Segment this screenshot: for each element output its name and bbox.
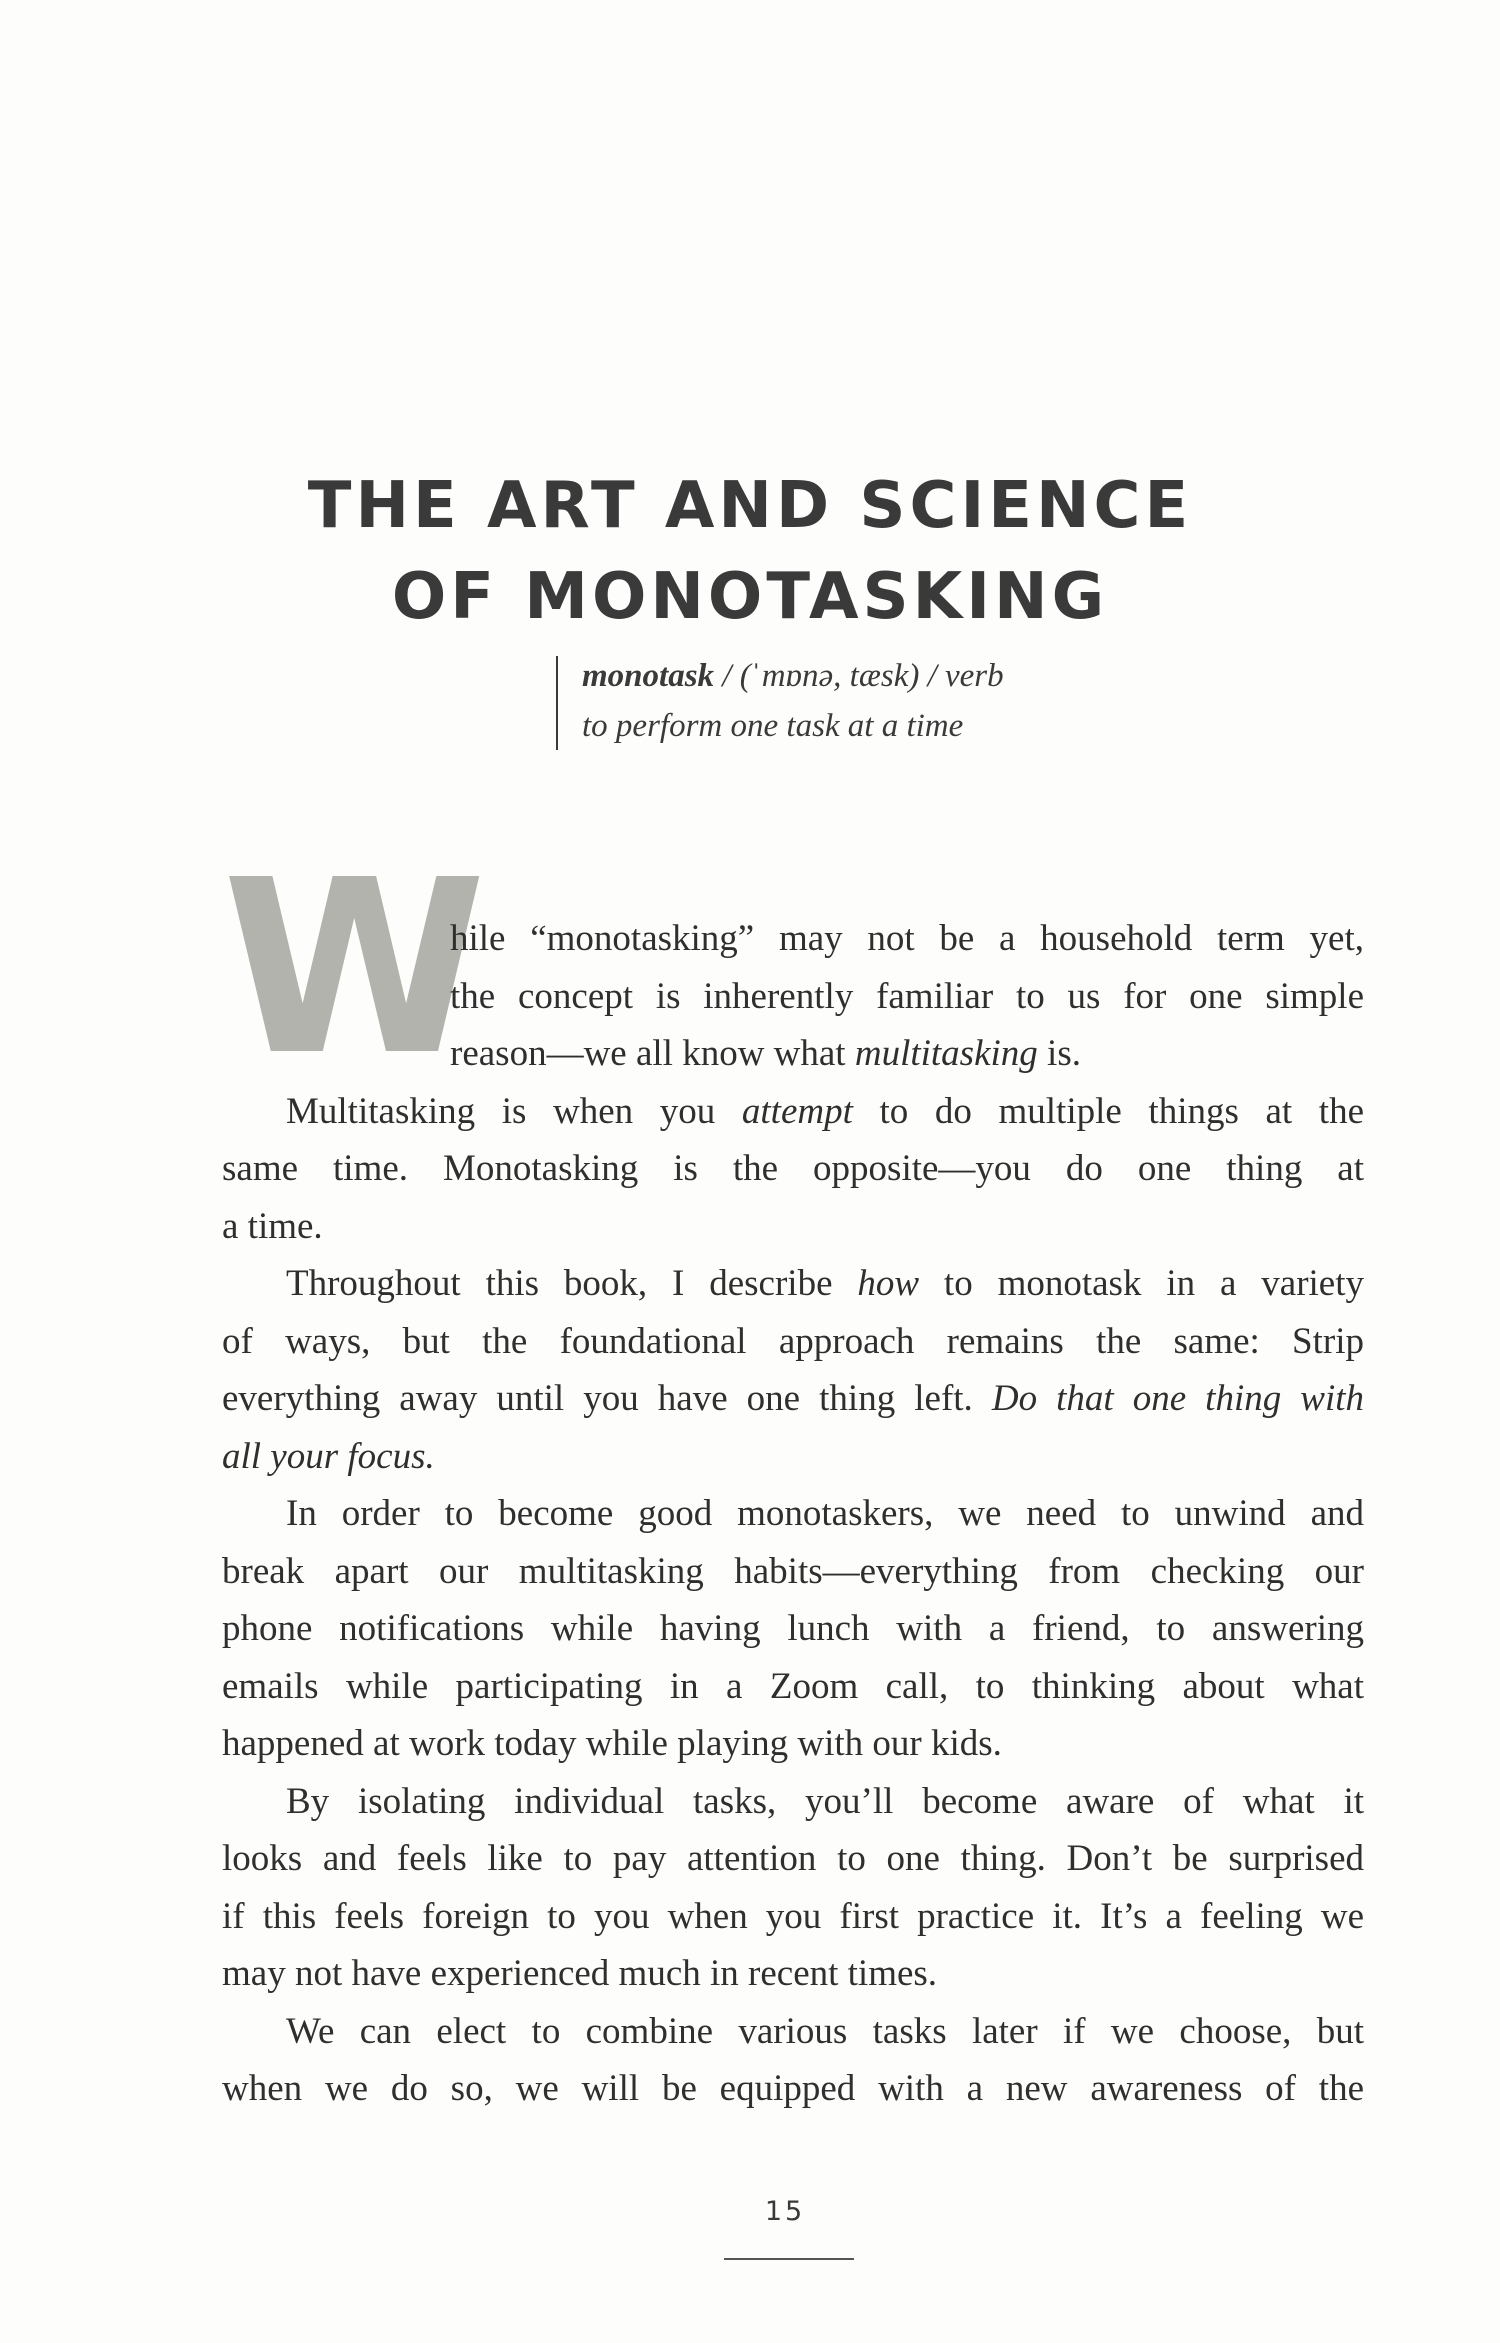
footer-rule — [724, 2258, 854, 2260]
paragraph-4-line: happened at work today while playing with our kids. — [222, 1723, 1002, 1764]
text-run: to do multiple things at the — [852, 1091, 1364, 1132]
text-run: Throughout this book, I describe — [286, 1263, 858, 1304]
emphasis-text: attempt — [741, 1091, 853, 1132]
paragraph-5-line: By isolating individual tasks, you’ll become aware of what it — [286, 1781, 1364, 1822]
paragraph-3-line: all your focus. — [222, 1436, 435, 1477]
chapter-title-line-2: OF MONOTASKING — [391, 559, 1109, 634]
emphasis-text: multitasking — [854, 1033, 1038, 1074]
definition-part-of-speech: verb — [945, 658, 1004, 694]
emphasis-text: how — [857, 1263, 920, 1304]
paragraph-3-line — [222, 1370, 1364, 1428]
drop-cap: W — [222, 828, 487, 1108]
paragraph-6-line: We can elect to combine various tasks later if we choose, but — [286, 2011, 1364, 2052]
paragraph-2-line — [222, 1083, 1364, 1141]
text-run: is. — [1037, 1033, 1081, 1074]
paragraph-5-line: looks and feels like to pay attention to one thing. Don’t be surprised — [222, 1838, 1364, 1879]
paragraph-3-line: of ways, but the foundational approach remains the same: Strip — [222, 1321, 1364, 1362]
page-number: 15 — [764, 2196, 806, 2227]
paragraph-1-line: hile “monotasking” may not be a household term yet, — [450, 918, 1364, 959]
paragraph-5-line: may not have experienced much in recent times. — [222, 1953, 938, 1994]
definition-word: monotask — [582, 658, 715, 694]
text-run: everything away until you have one thing left. — [222, 1378, 992, 1419]
definition-block — [556, 652, 1116, 750]
paragraph-3-line — [222, 1255, 1364, 1313]
paragraph-4-line: In order to become good monotaskers, we need to unwind and — [286, 1493, 1364, 1534]
paragraph-4-line: emails while participating in a Zoom call, to thinking about what — [222, 1666, 1364, 1707]
emphasis-text: Do that one thing with — [991, 1378, 1365, 1419]
chapter-title — [0, 461, 1500, 643]
chapter-title-line-1: THE ART AND SCIENCE — [307, 468, 1193, 543]
definition-separator: / — [919, 658, 946, 694]
paragraph-5-line: if this feels foreign to you when you first practice it. It’s a feeling we — [222, 1896, 1364, 1937]
paragraph-1-line: the concept is inherently familiar to us for one simple — [450, 976, 1364, 1017]
paragraph-4-line: break apart our multitasking habits—everything from checking our — [222, 1551, 1364, 1592]
paragraph-4-line: phone notifications while having lunch with a friend, to answering — [222, 1608, 1364, 1649]
text-run: Multitasking is when you — [286, 1091, 742, 1132]
definition-pronunciation: (ˈmɒnə, tæsk) — [739, 658, 920, 694]
paragraph-6-line: when we do so, we will be equipped with a new awareness of the — [222, 2068, 1364, 2109]
definition-rule — [556, 656, 558, 750]
definition-headword-line — [582, 658, 1004, 695]
paragraph-2-line: a time. — [222, 1206, 323, 1247]
definition-meaning: to perform one task at a time — [582, 708, 964, 744]
paragraph-2-line: same time. Monotasking is the opposite—you do one thing at — [222, 1148, 1364, 1189]
definition-separator: / — [714, 658, 740, 694]
text-run: to monotask in a variety — [919, 1263, 1364, 1304]
text-run: reason—we all know what — [450, 1033, 855, 1074]
paragraph-1-line — [222, 1025, 1081, 1083]
